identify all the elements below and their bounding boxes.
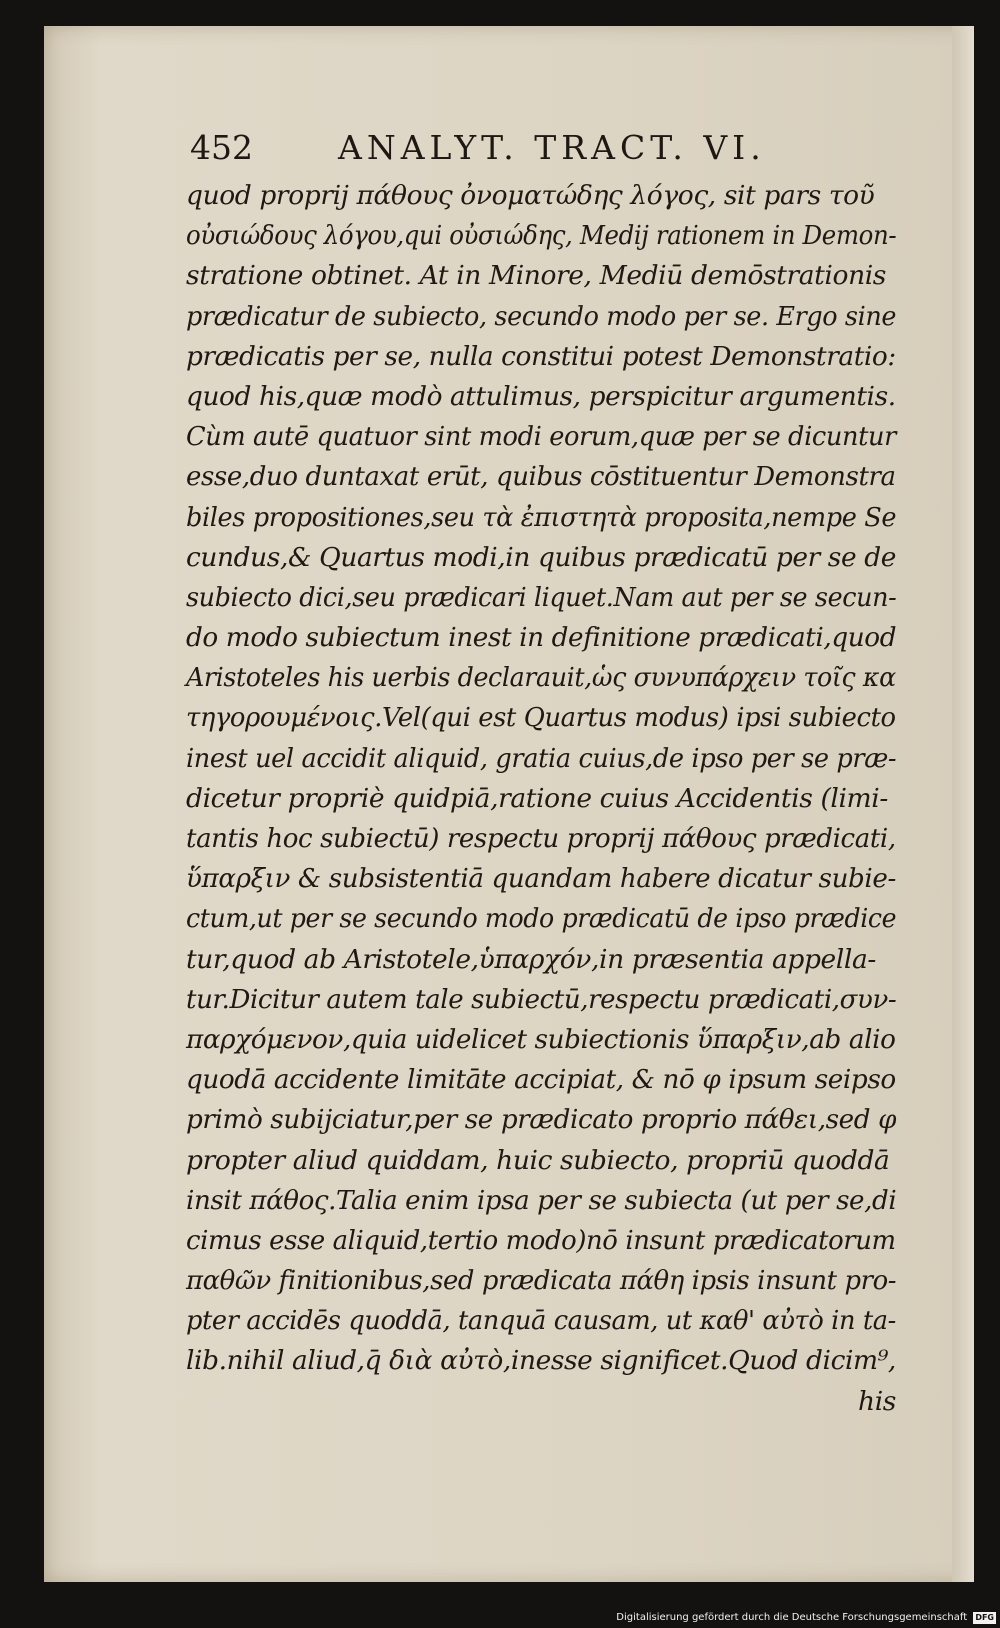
- text-line: do modo subiectum inest in definitione prædicati,quod: [186, 622, 897, 654]
- text-line: cimus esse aliquid,tertio modo)nō insunt prædicatorum: [186, 1224, 896, 1256]
- text-line: prædicatis per se, nulla constitui potest Demonstratio:: [186, 340, 896, 372]
- text-line: propter aliud quiddam, huic subiecto, propriū quoddā: [186, 1144, 890, 1176]
- text-line: οὐσιώδους λόγου,qui οὐσιώδης, Medij rationem in Demon-: [186, 220, 897, 252]
- text-line: ctum,ut per se secundo modo prædicatū de ipso prædice: [186, 903, 897, 935]
- digitization-footer: [600, 1608, 1000, 1628]
- text-line: quod proprij πάθους ὀνοματώδης λόγος, sit pars τοῦ: [186, 180, 875, 211]
- text-line: ὕπαρξιν & subsistentiā quandam habere dicatur subie-: [186, 863, 896, 895]
- page-edge: [952, 26, 974, 1582]
- text-line: pter accidēs quoddā, tanquā causam, ut καθ' αὐτὸ in ta-: [186, 1305, 896, 1337]
- page-number: 452: [190, 128, 253, 167]
- text-line: esse,duo duntaxat erūt, quibus cōstituentur Demonstra: [186, 461, 896, 493]
- text-line: tur,quod ab Aristotele,ὑπαρχόν,in præsentia appella-: [186, 943, 876, 975]
- catchword: his: [858, 1385, 896, 1417]
- text-line: dicetur propriè quidpiā,ratione cuius Accidentis (limi-: [186, 782, 888, 814]
- text-line: insit πάθος.Talia enim ipsa per se subiecta (ut per se,di: [186, 1184, 897, 1216]
- text-line: quod his,quæ modò attulimus, perspicitur argumentis.: [186, 380, 896, 412]
- footer-credit: Digitalisierung gefördert durch die Deutsche Forschungsgemeinschaft: [616, 1612, 968, 1623]
- text-line: lib.nihil aliud,q̄ διὰ αὐτὸ,inesse significet.Quod dicim⁹,: [186, 1345, 896, 1377]
- text-line: primò subijciatur,per se prædicato proprio πάθει,sed φ: [186, 1104, 897, 1136]
- text-line: biles propositiones,seu τὰ ἐπιστητὰ proposita,nempe Se: [186, 501, 897, 533]
- text-line: prædicatur de subiecto, secundo modo per se. Ergo sine: [186, 300, 897, 332]
- text-line: παρχόμενον,quia uidelicet subiectionis ὕπαρξιν,ab alio: [186, 1023, 896, 1055]
- text-line: Aristoteles his uerbis declarauit,ὡς συνυπάρχειν τοῖς κα: [186, 662, 896, 694]
- page-body-text: [186, 176, 896, 1422]
- text-line: tantis hoc subiectū) respectu proprij πάθους prædicati,: [186, 823, 896, 854]
- page-header: [190, 124, 850, 172]
- text-line: Cùm autē quatuor sint modi eorum,quæ per se dicuntur: [186, 421, 896, 453]
- running-head: ANALYT. TRACT. VI.: [338, 128, 766, 167]
- text-line: stratione obtinet. At in Minore, Mediū demōstrationis: [186, 260, 887, 292]
- text-line: παθῶν finitionibus,sed prædicata πάθη ipsis insunt pro-: [186, 1265, 897, 1297]
- text-line: cundus,& Quartus modi,in quibus prædicatū per se de: [186, 541, 896, 573]
- text-line: inest uel accidit aliquid, gratia cuius,de ipso per se præ-: [186, 742, 897, 774]
- text-line: τηγορουμένοις.Vel(qui est Quartus modus) ipsi subiecto: [186, 702, 896, 734]
- text-line: quodā accidente limitāte accipiat, & nō φ ipsum seipso: [186, 1064, 896, 1096]
- text-line: subiecto dici,seu prædicari liquet.Nam aut per se secun-: [186, 581, 897, 613]
- text-line: tur.Dicitur autem tale subiectū,respectu prædicati,συν-: [186, 983, 897, 1015]
- dfg-logo-icon: DFG: [975, 1613, 994, 1622]
